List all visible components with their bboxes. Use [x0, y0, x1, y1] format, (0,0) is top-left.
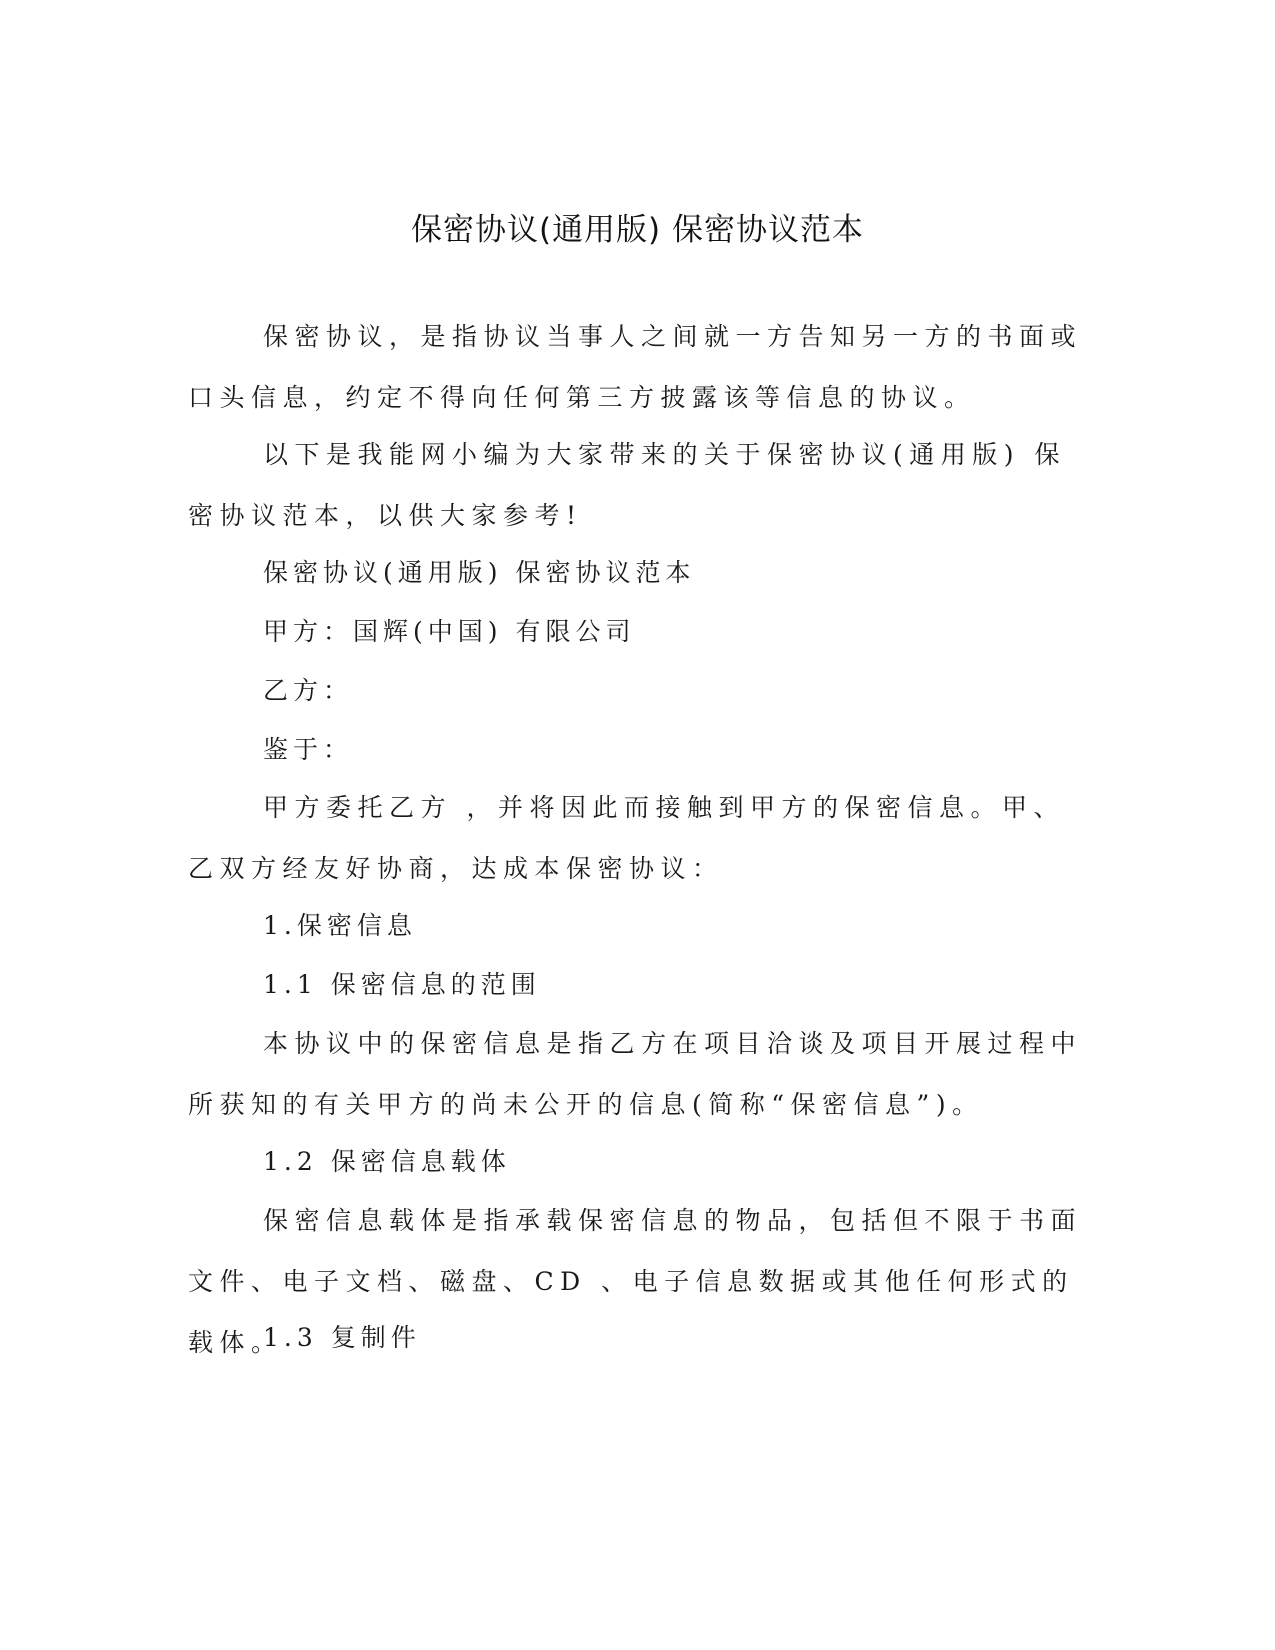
whereas: 鉴于：	[263, 735, 354, 764]
section-1-2-heading: 1.2 保密信息载体	[263, 1147, 511, 1176]
section-1-1-heading: 1.1 保密信息的范围	[263, 970, 541, 999]
paragraph-subtitle: 保密协议(通用版) 保密协议范本	[263, 558, 696, 587]
section-1-3-heading: 1.3 复制件	[263, 1323, 421, 1352]
paragraph-definition: 保密协议，是指协议当事人之间就一方告知另一方的书面或口头信息，约定不得向任何第三方披露该等信息的协议。	[188, 322, 1083, 412]
paragraph-agreement: 甲方委托乙方 ，并将因此而接触到甲方的保密信息。甲、乙双方经友好协商，达成本保密协议：	[188, 793, 1065, 883]
paragraph-intro: 以下是我能网小编为大家带来的关于保密协议(通用版) 保密协议范本，以供大家参考!	[188, 440, 1066, 530]
section-1-1-body: 本协议中的保密信息是指乙方在项目洽谈及项目开展过程中所获知的有关甲方的尚未公开的信息(简称“保密信息”)。	[188, 1029, 1083, 1119]
party-a: 甲方：国辉(中国) 有限公司	[263, 617, 636, 646]
document-title: 保密协议(通用版) 保密协议范本	[410, 212, 865, 248]
party-b: 乙方：	[263, 676, 354, 705]
section-1-heading: 1.保密信息	[263, 911, 417, 940]
section-1-2-body: 保密信息载体是指承载保密信息的物品，包括但不限于书面文件、电子文档、磁盘、CD 、电子信息数据或其他任何形式的载体。	[188, 1206, 1083, 1357]
